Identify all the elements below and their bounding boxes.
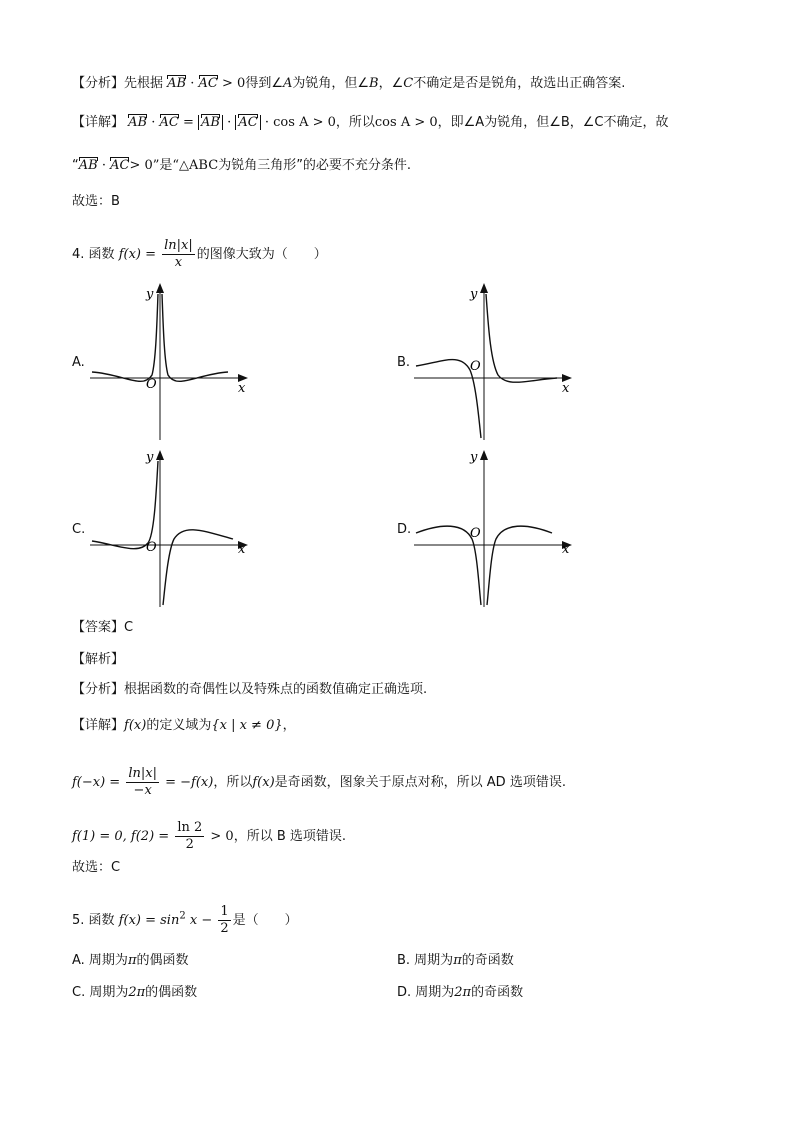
numerator: ln 2 <box>177 820 203 835</box>
origin-label: O <box>470 526 481 541</box>
analysis-tag: 【分析】 <box>72 682 125 697</box>
q4-analysis-line <box>72 680 427 700</box>
option-math: π <box>127 953 137 968</box>
option-a-label[interactable]: A. <box>72 355 85 370</box>
vector-ac: AC <box>199 74 218 94</box>
y-axis-arrow <box>480 283 488 293</box>
fraction <box>162 238 195 271</box>
detail-text: ，所以 B 选项错误. <box>233 829 347 844</box>
vector-ab: AB <box>79 156 98 176</box>
option-math: 2π <box>454 985 472 1000</box>
detail-tag: 【详解】 <box>72 718 125 733</box>
angle-a: A <box>282 76 293 91</box>
q4-number: 4. 函数 <box>72 247 115 262</box>
option-label: A. 周期为 <box>72 953 128 968</box>
q5-number: 5. 函数 <box>72 913 115 928</box>
denominator: x <box>174 255 183 270</box>
q5-option-a[interactable] <box>72 951 189 971</box>
origin-label: O <box>470 359 481 374</box>
domain-set: {x | x ≠ 0} <box>211 718 283 733</box>
curve-right <box>487 526 552 605</box>
option-text: 的偶函数 <box>136 953 189 968</box>
numerator: 1 <box>220 904 229 919</box>
graph-d[interactable] <box>412 447 577 612</box>
option-label: C. 周期为 <box>72 985 129 1000</box>
x-label: x <box>238 542 246 557</box>
curve-right <box>486 294 557 382</box>
option-d-label[interactable]: D. <box>397 522 412 537</box>
denominator: 2 <box>220 921 229 936</box>
option-text: 的偶函数 <box>145 985 198 1000</box>
q4-suffix: 的图像大致为（ ） <box>196 247 327 262</box>
y-label: y <box>470 287 478 302</box>
detail-tag: 【详解】 <box>72 115 125 130</box>
function-name: f(x) = sin <box>118 913 180 928</box>
analysis-text: 不确定是否是锐角，故选出正确答案. <box>413 76 626 91</box>
odd-rhs: = −f(x) <box>165 775 214 790</box>
fraction <box>218 904 230 937</box>
origin-label: O <box>146 377 157 392</box>
graph-c[interactable] <box>88 447 253 612</box>
y-label: y <box>470 450 478 465</box>
q4-value-line <box>72 820 346 853</box>
option-label: B. 周期为 <box>397 953 454 968</box>
graph-b[interactable] <box>412 280 577 445</box>
equals: = <box>183 115 194 130</box>
analysis-tag: 【分析】 <box>72 76 125 91</box>
option-text: 的奇函数 <box>471 985 524 1000</box>
q4-stem <box>72 238 327 271</box>
detail-text: 的定义域为 <box>146 718 212 733</box>
analysis-text: 先根据 <box>124 76 164 91</box>
vector-ab: AB <box>167 74 186 94</box>
analysis-text: 为锐角，但∠ <box>292 76 370 91</box>
vector-ab: AB <box>128 113 147 133</box>
option-text: 的奇函数 <box>461 953 514 968</box>
denominator: 2 <box>185 837 194 852</box>
jiexi-tag: 【解析】 <box>72 652 125 667</box>
prev-detail-line: 【详解】 AB · AC = AB · AC · cos A > 0，所以cos A > 0，即∠A为锐角，但∠B，∠C不确定，故 <box>72 113 669 133</box>
cos-inequality: cos A > 0 <box>273 115 336 130</box>
option-b-label[interactable]: B. <box>397 355 411 370</box>
q5-option-b[interactable] <box>397 951 514 971</box>
answer-tag: 【答案】 <box>72 620 125 635</box>
fraction <box>175 820 204 853</box>
function-name: f(x) <box>124 718 147 733</box>
graph-a[interactable] <box>88 280 253 445</box>
curve-right <box>163 530 233 605</box>
y-label: y <box>146 450 154 465</box>
x-label: x <box>238 381 246 396</box>
origin-label: O <box>146 540 157 555</box>
vector-ac: AC <box>110 156 129 176</box>
option-c-label[interactable]: C. <box>72 522 86 537</box>
exponent: 2 <box>179 910 186 922</box>
detail-text: ，所以 <box>335 115 375 130</box>
q4-odd-line <box>72 766 566 799</box>
variable: x − <box>189 913 213 928</box>
q4-choice: 故选：C <box>72 860 121 875</box>
triangle-abc: △ABC <box>179 158 219 173</box>
q5-option-c[interactable] <box>72 983 197 1003</box>
q4-detail-line <box>72 716 296 736</box>
conclusion-text: 为锐角三角形”的必要不充分条件. <box>218 158 412 173</box>
answer-value: C <box>124 620 134 635</box>
q5-option-d[interactable] <box>397 983 523 1003</box>
function-name: f(x) <box>252 775 275 790</box>
analysis-text: 得到∠ <box>245 76 283 91</box>
detail-text: ，所以 <box>213 775 253 790</box>
value-lhs: f(1) = 0, f(2) = <box>72 829 170 844</box>
y-axis-arrow <box>156 450 164 460</box>
quote-text: > 0”是“ <box>129 158 180 173</box>
y-axis-arrow <box>156 283 164 293</box>
vector-ab: AB <box>201 113 220 133</box>
denominator: −x <box>133 783 152 798</box>
x-label: x <box>562 381 570 396</box>
curve-left <box>92 294 158 381</box>
numerator: ln|x| <box>128 766 157 781</box>
function-name: f(x) = <box>118 247 156 262</box>
option-label: D. 周期为 <box>397 985 455 1000</box>
analysis-text: 根据函数的奇偶性以及特殊点的函数值确定正确选项. <box>124 682 428 697</box>
detail-text: ，即∠A为锐角，但∠B，∠C不确定，故 <box>437 115 669 130</box>
q5-stem <box>72 904 298 937</box>
prev-conclusion-line: “AB · AC> 0”是“△ABC为锐角三角形”的必要不充分条件. <box>72 156 411 176</box>
y-axis-arrow <box>480 450 488 460</box>
vector-ac: AC <box>160 113 179 133</box>
curve-left <box>92 461 158 549</box>
analysis-text: ，∠ <box>378 76 404 91</box>
answer-line <box>72 618 133 638</box>
odd-lhs: f(−x) = <box>72 775 121 790</box>
prev-choice: 故选：B <box>72 194 120 209</box>
cos-inequality: cos A > 0 <box>374 115 438 130</box>
angle-c: C <box>403 76 414 91</box>
x-label: x <box>562 542 570 557</box>
curve-right <box>162 294 228 381</box>
prev-analysis-line: 【分析】先根据 AB · AC > 0得到∠A为锐角，但∠B，∠C不确定是否是锐角，故选出正确答案. <box>72 74 625 94</box>
quote: “ <box>72 158 79 173</box>
option-math: 2π <box>128 985 146 1000</box>
inequality: > 0 <box>210 829 234 844</box>
detail-text: 是奇函数，图象关于原点对称，所以 AD 选项错误. <box>274 775 566 790</box>
numerator: ln|x| <box>164 238 193 253</box>
fraction <box>126 766 159 799</box>
punct: ， <box>282 718 296 733</box>
inequality: > 0 <box>222 76 246 91</box>
q5-suffix: 是（ ） <box>232 913 298 928</box>
vector-ac: AC <box>238 113 257 133</box>
option-math: π <box>453 953 462 968</box>
angle-b: B <box>369 76 379 91</box>
y-label: y <box>146 287 154 302</box>
